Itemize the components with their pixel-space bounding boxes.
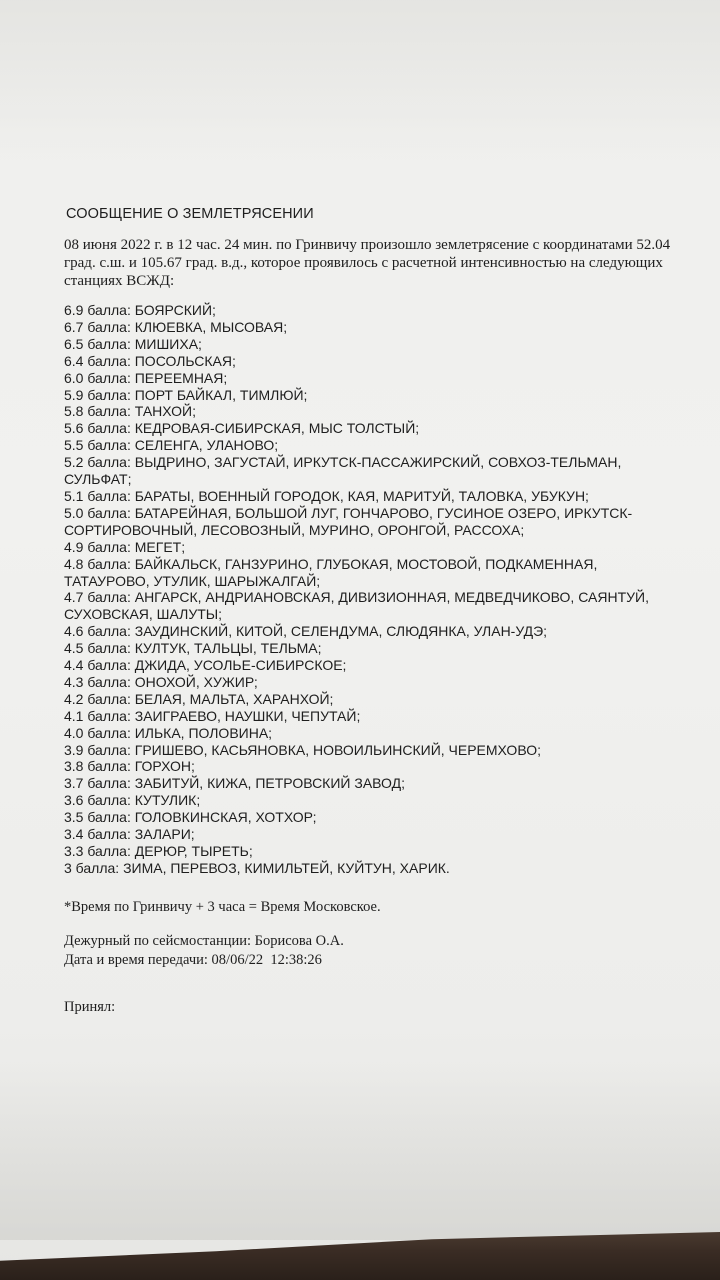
transmission-time: Дата и время передачи: 08/06/22 12:38:26 — [64, 951, 322, 968]
intensity-row: 5.6 балла: КЕДРОВАЯ-СИБИРСКАЯ, МЫС ТОЛСТЫЙ; — [64, 420, 420, 437]
intensity-row: 4.4 балла: ДЖИДА, УСОЛЬЕ-СИБИРСКОЕ; — [64, 657, 347, 674]
intensity-list — [64, 302, 654, 877]
intensity-row: 4.0 балла: ИЛЬКА, ПОЛОВИНА; — [64, 724, 273, 741]
intensity-row: 3.6 балла: КУТУЛИК; — [64, 792, 201, 809]
intensity-row: 4.3 балла: ОНОХОЙ, ХУЖИР; — [64, 673, 258, 690]
intensity-row: 6.0 балла: ПЕРЕЕМНАЯ; — [64, 369, 228, 386]
intensity-row: 6.7 балла: КЛЮЕВКА, МЫСОВАЯ; — [64, 318, 288, 335]
intensity-row: 4.8 балла: БАЙКАЛЬСК, ГАНЗУРИНО, ГЛУБОКАЯ, МОСТОВОЙ, ПОДКАМЕННАЯ, ТАТАУРОВО, УТУЛИК, ШАРЫЖАЛГАЙ; — [64, 555, 598, 589]
intensity-row: 4.6 балла: ЗАУДИНСКИЙ, КИТОЙ, СЕЛЕНДУМА, СЛЮДЯНКА, УЛАН-УДЭ; — [64, 623, 548, 640]
intensity-row: 5.9 балла: ПОРТ БАЙКАЛ, ТИМЛЮЙ; — [64, 386, 308, 403]
document-intro: 08 июня 2022 г. в 12 час. 24 мин. по Гринвичу произошло землетрясение с координатами 52.04 град. с.ш. и 105.67 град. в.д., которое проявилось с расчетной интенсивностью на следующих станциях ВСЖД: — [64, 237, 671, 289]
time-note: *Время по Гринвичу + 3 часа = Время Московское. — [64, 898, 381, 915]
intensity-row: 5.5 балла: СЕЛЕНГА, УЛАНОВО; — [64, 437, 279, 454]
intensity-row: 6.5 балла: МИШИХА; — [64, 335, 202, 352]
intensity-row: 6.4 балла: ПОСОЛЬСКАЯ; — [64, 352, 236, 369]
document-title: СООБЩЕНИЕ О ЗЕМЛЕТРЯСЕНИИ — [66, 206, 314, 222]
intensity-row: 4.2 балла: БЕЛАЯ, МАЛЬТА, ХАРАНХОЙ; — [64, 690, 334, 707]
accepted-label: Принял: — [64, 998, 116, 1015]
intensity-row: 5.2 балла: ВЫДРИНО, ЗАГУСТАЙ, ИРКУТСК-ПАССАЖИРСКИЙ, СОВХОЗ-ТЕЛЬМАН, СУЛЬФАТ; — [64, 454, 622, 488]
duty-officer: Дежурный по сейсмостанции: Борисова О.А. — [64, 932, 344, 949]
paper-shadow-top — [0, 0, 720, 160]
intensity-row: 3.9 балла: ГРИШЕВО, КАСЬЯНОВКА, НОВОИЛЬИНСКИЙ, ЧЕРЕМХОВО; — [64, 741, 541, 758]
intensity-row: 5.0 балла: БАТАРЕЙНАЯ, БОЛЬШОЙ ЛУГ, ГОНЧАРОВО, ГУСИНОЕ ОЗЕРО, ИРКУТСК-СОРТИРОВОЧНЫЙ, ЛЕСОВОЗНЫЙ, МУРИНО, ОРОНГОЙ, РАССОХА; — [64, 504, 633, 538]
intensity-row: 3 балла: ЗИМА, ПЕРЕВОЗ, КИМИЛЬТЕЙ, КУЙТУН, ХАРИК. — [64, 859, 450, 876]
intensity-row: 3.8 балла: ГОРХОН; — [64, 758, 195, 775]
intensity-row: 3.5 балла: ГОЛОВКИНСКАЯ, ХОТХОР; — [64, 809, 317, 826]
document-body — [64, 204, 704, 1017]
intensity-row: 5.8 балла: ТАНХОЙ; — [64, 403, 196, 420]
intensity-row: 3.7 балла: ЗАБИТУЙ, КИЖА, ПЕТРОВСКИЙ ЗАВОД; — [64, 775, 405, 792]
intensity-row: 3.3 балла: ДЕРЮР, ТЫРЕТЬ; — [64, 843, 253, 859]
intensity-row: 3.4 балла: ЗАЛАРИ; — [64, 826, 195, 843]
paper-shadow-bottom — [0, 1060, 720, 1240]
intensity-row: 4.7 балла: АНГАРСК, АНДРИАНОВСКАЯ, ДИВИЗИОННАЯ, МЕДВЕДЧИКОВО, САЯНТУЙ, СУХОВСКАЯ, ШАЛУТЫ; — [64, 589, 649, 623]
intensity-row: 4.5 балла: КУЛТУК, ТАЛЬЦЫ, ТЕЛЬМА; — [64, 640, 322, 657]
intensity-row: 5.1 балла: БАРАТЫ, ВОЕННЫЙ ГОРОДОК, КАЯ, МАРИТУЙ, ТАЛОВКА, УБУКУН; — [64, 487, 589, 504]
intensity-row: 6.9 балла: БОЯРСКИЙ; — [64, 302, 216, 318]
intensity-row: 4.9 балла: МЕГЕТ; — [64, 538, 186, 555]
intensity-row: 4.1 балла: ЗАИГРАЕВО, НАУШКИ, ЧЕПУТАЙ; — [64, 707, 361, 724]
